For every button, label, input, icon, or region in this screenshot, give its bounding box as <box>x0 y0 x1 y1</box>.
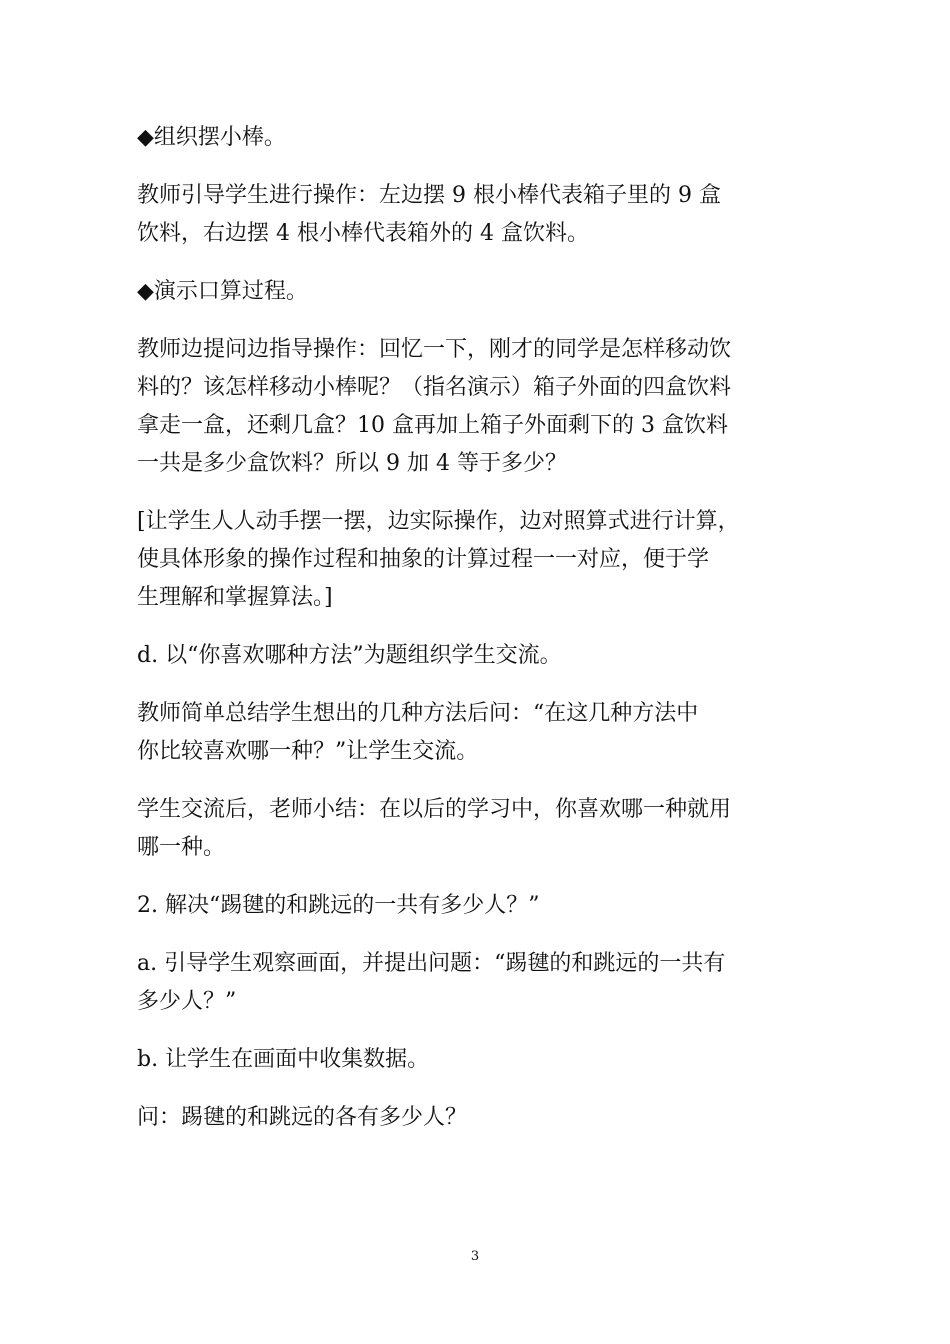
text-line: 料的？该怎样移动小棒呢？（指名演示）箱子外面的四盒饮料 <box>137 375 732 400</box>
text-line: 生理解和掌握算法。] <box>137 585 333 610</box>
paragraph-teacher-guides-operation <box>137 177 727 253</box>
paragraph-question <box>137 1099 727 1137</box>
text-line: b. 让学生在画面中收集数据。 <box>137 1047 430 1072</box>
paragraph-section-2 <box>137 887 727 925</box>
text-line: ◆组织摆小棒。 <box>137 125 286 150</box>
paragraph-teacher-summary <box>137 695 727 771</box>
text-line: 多少人？” <box>137 989 237 1014</box>
paragraph-a-observe <box>137 945 727 1021</box>
page-number: 3 <box>470 1249 480 1264</box>
text-line: 你比较喜欢哪一种？”让学生交流。 <box>137 739 479 764</box>
paragraph-demonstrate-mental-calc <box>137 273 727 311</box>
text-line: 教师简单总结学生想出的几种方法后问：“在这几种方法中 <box>137 701 699 726</box>
paragraph-teacher-questions <box>137 331 732 483</box>
text-line: 拿走一盒，还剩几盒？10 盒再加上箱子外面剩下的 3 盒饮料 <box>137 413 728 438</box>
text-line: 使具体形象的操作过程和抽象的计算过程一一对应，便于学 <box>137 547 710 572</box>
text-line: 饮料，右边摆 4 根小棒代表箱外的 4 盒饮料。 <box>137 221 589 246</box>
text-line: 教师引导学生进行操作：左边摆 9 根小棒代表箱子里的 9 盒 <box>137 183 721 208</box>
text-line: [让学生人人动手摆一摆，边实际操作，边对照算式进行计算， <box>137 509 740 534</box>
text-line: d. 以“你喜欢哪种方法”为题组织学生交流。 <box>137 643 562 668</box>
text-line: 学生交流后，老师小结：在以后的学习中，你喜欢哪一种就用 <box>137 797 732 822</box>
paragraph-b-collect-data <box>137 1041 727 1079</box>
paragraph-bracket-note <box>137 503 740 617</box>
text-line: 哪一种。 <box>137 835 226 860</box>
text-line: ◆演示口算过程。 <box>137 279 308 304</box>
paragraph-student-exchange <box>137 791 732 867</box>
text-line: a. 引导学生观察画面，并提出问题：“踢毽的和跳远的一共有 <box>137 951 726 976</box>
paragraph-d-exchange <box>137 637 727 675</box>
text-line: 教师边提问边指导操作：回忆一下，刚才的同学是怎样移动饮 <box>137 337 732 362</box>
text-line: 2. 解决“踢毽的和跳远的一共有多少人？” <box>137 893 540 918</box>
paragraph-organize-sticks <box>137 119 727 157</box>
text-line: 问：踢毽的和跳远的各有多少人？ <box>137 1105 468 1130</box>
text-line: 一共是多少盒饮料？所以 9 加 4 等于多少？ <box>137 451 567 476</box>
